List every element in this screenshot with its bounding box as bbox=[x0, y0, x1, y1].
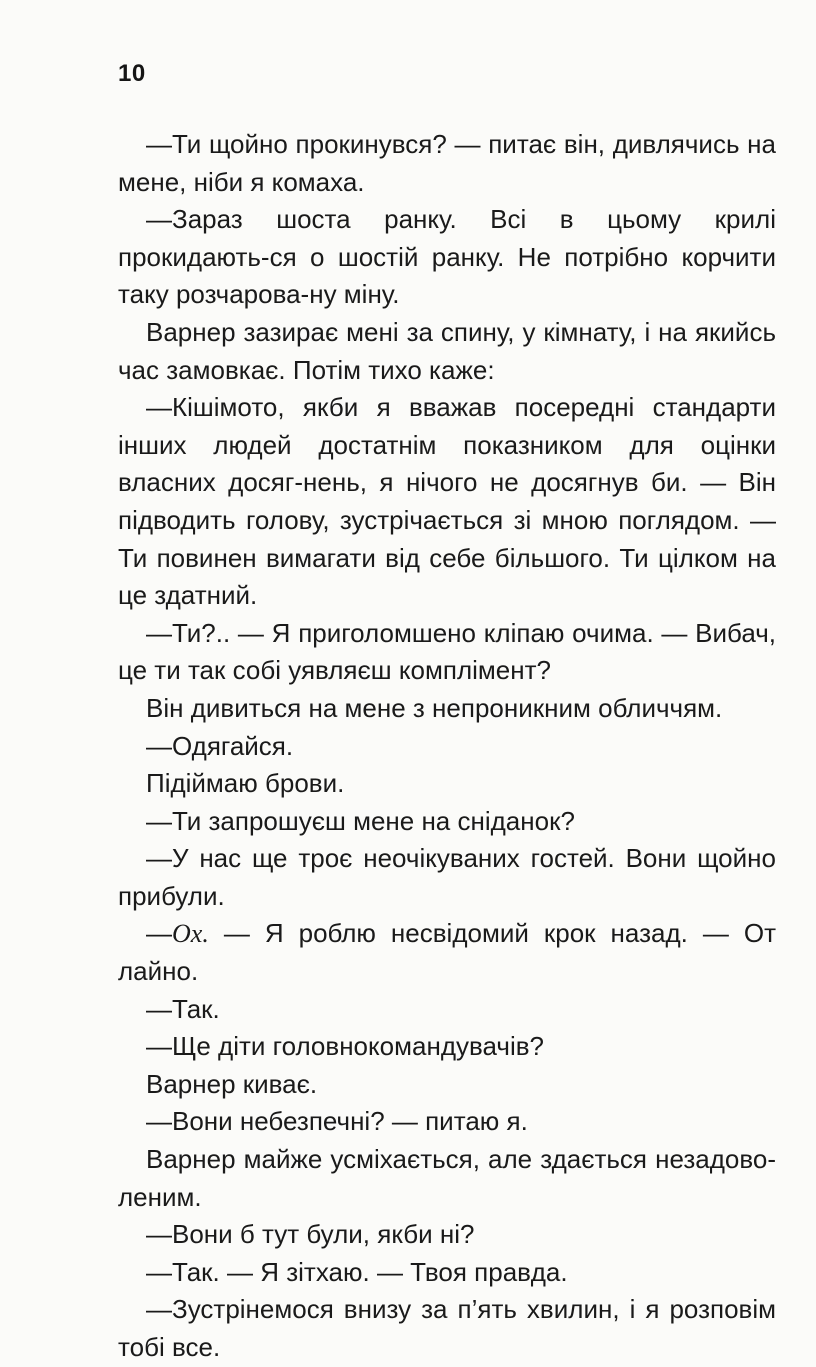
body-text bbox=[118, 126, 776, 1367]
paragraph-8: Підіймаю брови. bbox=[146, 768, 345, 799]
dialogue-dash: — bbox=[146, 918, 172, 949]
paragraph-6: Він дивиться на мене з непроникним обличчям. bbox=[146, 692, 723, 723]
paragraph-2: —Зараз шоста ранку. Всі в цьому крилі прокидають-ся о шостій ранку. Не потрібно корчити таку розчарова-ну міну. bbox=[118, 204, 776, 310]
paragraph-18: —Так. — Я зітхаю. — Твоя правда. bbox=[146, 1256, 568, 1287]
paragraph-16: Варнер майже усміхається, але здається незадово-леним. bbox=[118, 1144, 776, 1212]
paragraph-11-rest: — Я роблю несвідомий крок назад. — От лайно. bbox=[118, 918, 776, 987]
paragraph-1: —Ти щойно прокинувся? — питає він, дивлячись на мене, ніби я комаха. bbox=[118, 129, 776, 197]
page-number: 10 bbox=[118, 60, 146, 87]
paragraph-3: Варнер зазирає мені за спину, у кімнату, і на якийсь час замовкає. Потім тихо каже: bbox=[118, 316, 776, 385]
paragraph-7: —Одягайся. bbox=[146, 730, 294, 761]
italic-word: Ох. bbox=[172, 919, 209, 949]
paragraph-19: —Зустрінемося внизу за п’ять хвилин, і я розповім тобі все. bbox=[118, 1294, 776, 1362]
paragraph-10: —У нас ще троє неочікуваних гостей. Вони щойно прибули. bbox=[118, 843, 776, 911]
paragraph-9: —Ти запрошуєш мене на сніданок? bbox=[146, 805, 575, 836]
paragraph-11 bbox=[118, 915, 776, 990]
paragraph-15: —Вони небезпечні? — питаю я. bbox=[146, 1106, 528, 1137]
paragraph-17: —Вони б тут були, якби ні? bbox=[146, 1219, 475, 1250]
paragraph-14: Варнер киває. bbox=[146, 1068, 318, 1099]
paragraph-4: —Кішімото, якби я вважав посередні стандарти інших людей достатнім показником для оцінки власних досяг-нень, я нічого не досягнув би. — Він підводить голову, зустрічається зі мною поглядом. — Ти повинен вимагати від себе більшого. Ти цілком на це здатний. bbox=[118, 392, 776, 611]
paragraph-13: —Ще діти головнокомандувачів? bbox=[146, 1031, 545, 1062]
paragraph-5: —Ти?.. — Я приголомшено кліпаю очима. — Вибач, це ти так собі уявляєш комплімент? bbox=[118, 617, 776, 686]
paragraph-12: —Так. bbox=[146, 993, 220, 1024]
